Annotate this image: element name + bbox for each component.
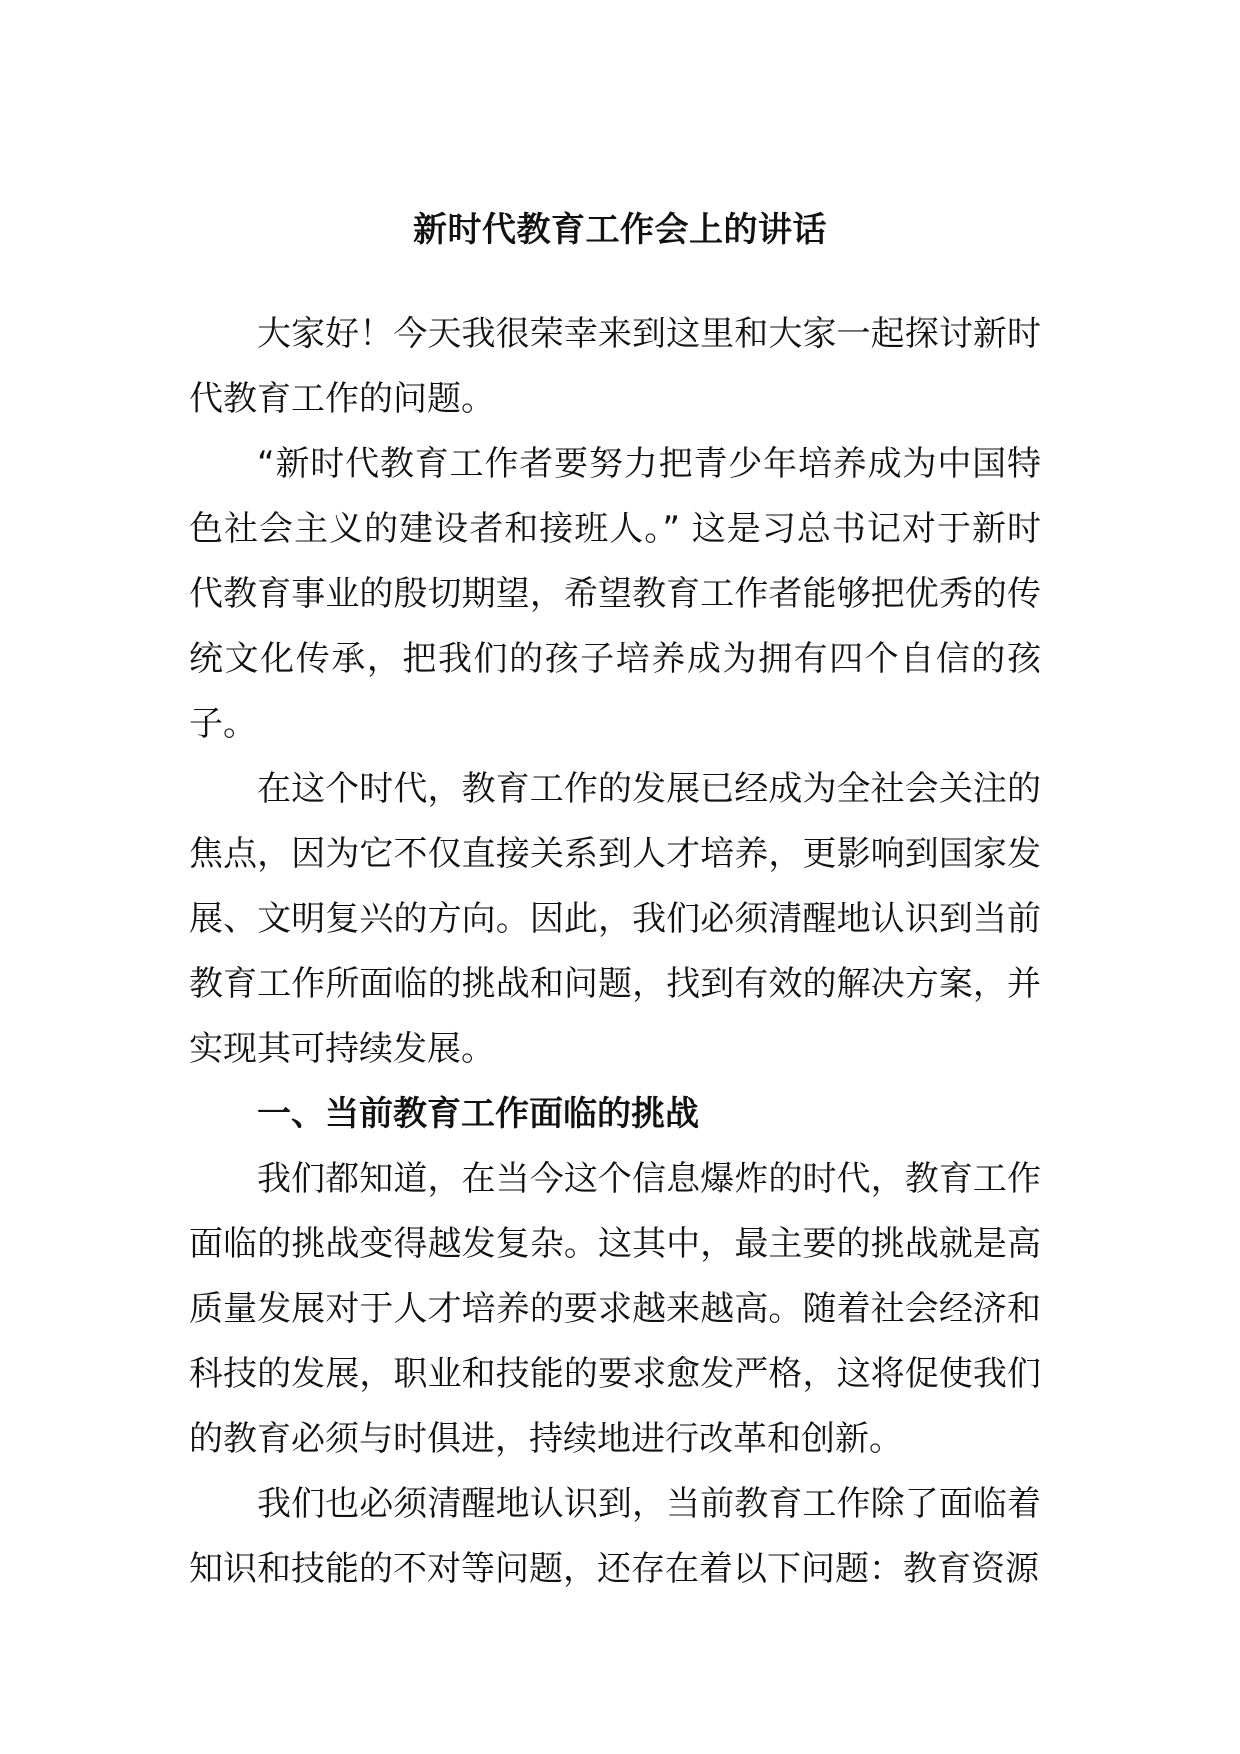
document-title: 新时代教育工作会上的讲话	[413, 210, 827, 250]
paragraph-problems: 我们也必须清醒地认识到，当前教育工作除了面临着知识和技能的不对等问题，还存在着以下问题：教育资源	[189, 1484, 1041, 1589]
paragraph-era: 在这个时代，教育工作的发展已经成为全社会关注的焦点，因为它不仅直接关系到人才培养，更影响到国家发展、文明复兴的方向。因此，我们必须清醒地认识到当前教育工作所面临的挑战和问题，找到有效的解决方案，并实现其可持续发展。	[189, 769, 1041, 1069]
paragraph-greeting: 大家好！今天我很荣幸来到这里和大家一起探讨新时代教育工作的问题。	[189, 314, 1041, 419]
document-body	[189, 302, 1041, 1602]
paragraph-challenges: 我们都知道，在当今这个信息爆炸的时代，教育工作面临的挑战变得越发复杂。这其中，最主要的挑战就是高质量发展对于人才培养的要求越来越高。随着社会经济和科技的发展，职业和技能的要求愈发严格，这将促使我们的教育必须与时俱进，持续地进行改革和创新。	[189, 1159, 1041, 1459]
paragraph-quote: “新时代教育工作者要努力把青少年培养成为中国特色社会主义的建设者和接班人。” 这是习总书记对于新时代教育事业的殷切期望，希望教育工作者能够把优秀的传统文化传承，把我们的孩子培养成为拥有四个自信的孩子。	[189, 444, 1041, 744]
section-heading-challenges: 一、当前教育工作面临的挑战	[257, 1094, 699, 1134]
